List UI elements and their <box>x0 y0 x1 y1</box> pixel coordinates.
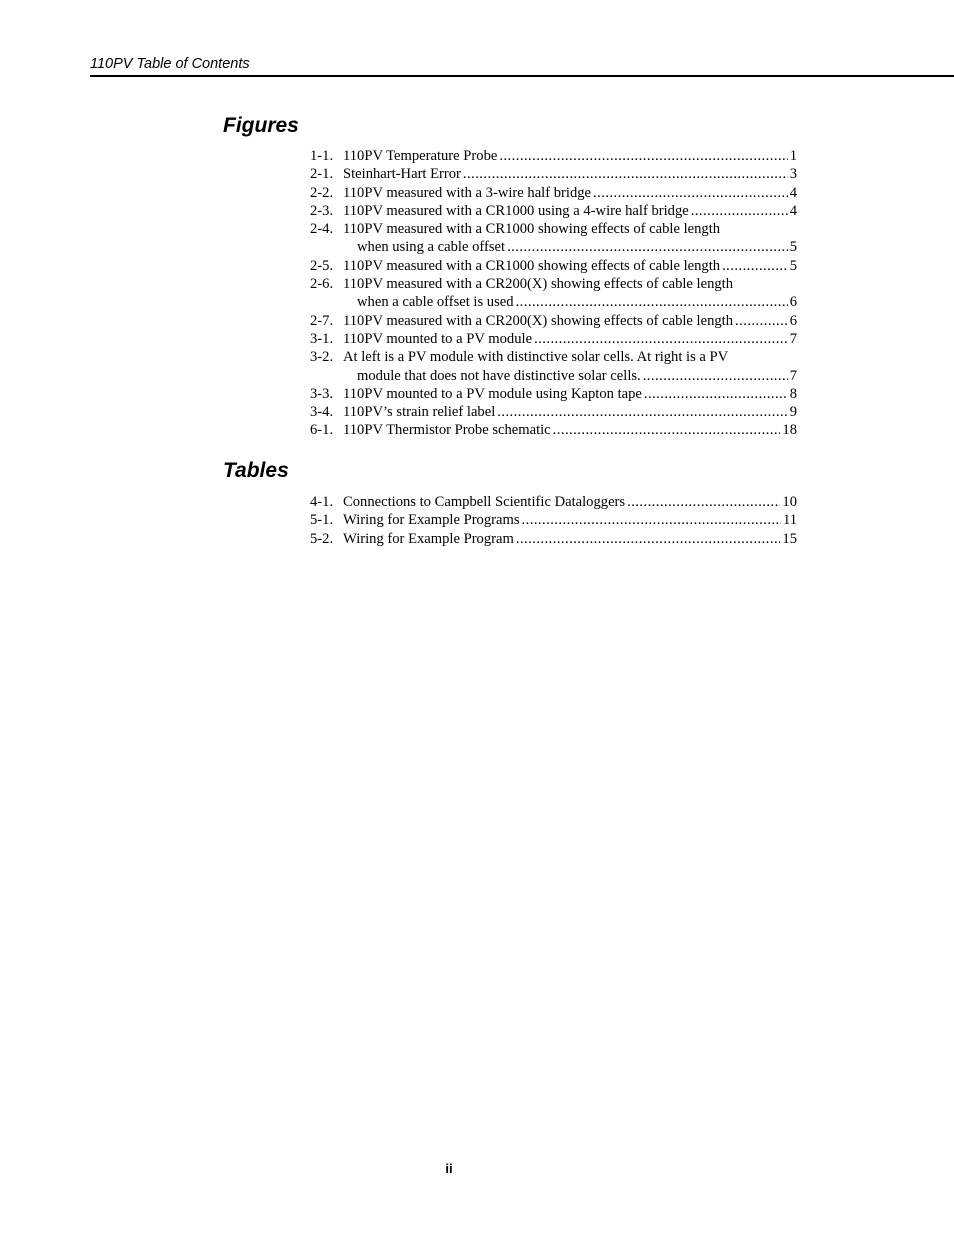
toc-entry-title: module that does not have distinctive solar cells. <box>357 367 641 384</box>
toc-entry[interactable] <box>310 202 797 220</box>
tables-list <box>310 493 797 548</box>
dot-leader <box>722 257 788 275</box>
dot-leader <box>593 184 788 202</box>
toc-line <box>310 257 797 275</box>
toc-entry-number: 2-5. <box>310 257 334 274</box>
toc-entry-number: 1-1. <box>310 148 334 164</box>
toc-line <box>310 421 797 439</box>
dot-leader <box>516 530 781 548</box>
toc-entry-title: when a cable offset is used <box>357 294 514 311</box>
toc-entry-title: when using a cable offset <box>357 239 506 256</box>
toc-entry[interactable] <box>310 312 797 330</box>
toc-entry-title: 110PV measured with a CR200(X) showing effects of cable length <box>343 312 734 329</box>
toc-entry-number: 5-1. <box>310 512 334 529</box>
toc-entry-page: 4 <box>789 184 797 201</box>
toc-entry-title: 110PV measured with a CR200(X) showing effects of cable length <box>343 276 734 293</box>
toc-line <box>310 202 797 220</box>
toc-line <box>310 493 797 511</box>
toc-entry[interactable] <box>310 421 797 439</box>
toc-entry-page: 7 <box>789 330 797 347</box>
toc-entry-page: 5 <box>789 239 797 256</box>
toc-entry[interactable] <box>310 511 797 529</box>
page-header <box>90 55 954 77</box>
toc-entry-page: 15 <box>782 530 797 547</box>
toc-entry-page: 7 <box>789 367 797 384</box>
dot-leader <box>463 165 788 183</box>
toc-entry-page: 3 <box>789 166 797 183</box>
toc-entry-page: 6 <box>789 312 797 329</box>
toc-entry-number: 2-1. <box>310 166 334 183</box>
toc-entry-title: Connections to Campbell Scientific Dataloggers <box>343 494 626 510</box>
tables-heading: Tables <box>223 459 289 482</box>
toc-entry-page: 1 <box>789 148 797 164</box>
toc-line <box>310 275 797 293</box>
toc-entry-title: 110PV Thermistor Probe schematic <box>343 422 551 439</box>
toc-entry-page: 4 <box>789 202 797 219</box>
toc-entry-title: Wiring for Example Programs <box>343 512 520 529</box>
toc-entry-title: 110PV’s strain relief label <box>343 404 496 421</box>
toc-entry-number: 2-6. <box>310 276 334 293</box>
toc-line <box>310 147 797 165</box>
toc-entry[interactable] <box>310 385 797 403</box>
dot-leader <box>627 493 780 511</box>
toc-line <box>310 220 797 238</box>
toc-entry-page: 10 <box>782 494 797 510</box>
toc-entry-number: 2-3. <box>310 202 334 219</box>
toc-line <box>310 385 797 403</box>
dot-leader <box>644 385 788 403</box>
dot-leader <box>534 330 788 348</box>
toc-entry[interactable] <box>310 165 797 183</box>
toc-entry-number: 4-1. <box>310 494 334 510</box>
toc-entry-page: 9 <box>789 404 797 421</box>
dot-leader <box>643 367 788 385</box>
dot-leader <box>507 238 788 256</box>
toc-line <box>310 367 797 385</box>
toc-line <box>310 511 797 529</box>
toc-line <box>310 184 797 202</box>
toc-line <box>310 312 797 330</box>
dot-leader <box>499 147 787 165</box>
toc-entry-page: 11 <box>782 512 797 529</box>
toc-entry-title: 110PV measured with a CR1000 showing effects of cable length <box>343 257 721 274</box>
toc-entry-number: 3-2. <box>310 349 334 366</box>
toc-entry[interactable] <box>310 257 797 275</box>
toc-line <box>310 348 797 366</box>
toc-entry[interactable] <box>310 403 797 421</box>
toc-entry[interactable] <box>310 220 797 257</box>
toc-entry-title: 110PV mounted to a PV module <box>343 330 533 347</box>
toc-line <box>310 293 797 311</box>
dot-leader <box>691 202 788 220</box>
toc-entry[interactable] <box>310 348 797 385</box>
toc-entry[interactable] <box>310 275 797 312</box>
toc-entry[interactable] <box>310 493 797 511</box>
toc-line <box>310 165 797 183</box>
toc-entry-title: Wiring for Example Program <box>343 530 514 547</box>
toc-entry-page: 8 <box>789 385 797 402</box>
dot-leader <box>735 312 788 330</box>
toc-entry-number: 3-4. <box>310 404 334 421</box>
toc-line <box>310 530 797 548</box>
toc-line <box>310 330 797 348</box>
dot-leader <box>516 293 788 311</box>
dot-leader <box>522 511 781 529</box>
toc-entry-number: 6-1. <box>310 422 334 439</box>
toc-entry-number: 3-3. <box>310 385 334 402</box>
toc-entry-title: Steinhart-Hart Error <box>343 166 461 183</box>
toc-entry-number: 2-4. <box>310 221 334 238</box>
toc-entry-page: 6 <box>789 294 797 311</box>
toc-entry-page: 18 <box>782 422 797 439</box>
toc-entry-title: At left is a PV module with distinctive solar cells. At right is a PV <box>343 349 729 366</box>
toc-entry[interactable] <box>310 184 797 202</box>
toc-entry-number: 2-7. <box>310 312 334 329</box>
figures-list <box>310 147 797 440</box>
toc-entry-title: 110PV mounted to a PV module using Kapton tape <box>343 385 642 402</box>
toc-entry-number: 3-1. <box>310 330 334 347</box>
dot-leader <box>553 421 781 439</box>
toc-entry[interactable] <box>310 330 797 348</box>
toc-entry-page: 5 <box>789 257 797 274</box>
toc-entry-title: 110PV measured with a CR1000 showing effects of cable length <box>343 221 721 238</box>
dot-leader <box>497 403 787 421</box>
toc-line <box>310 403 797 421</box>
toc-entry-number: 5-2. <box>310 530 334 547</box>
toc-entry-number: 2-2. <box>310 184 334 201</box>
page-number: ii <box>445 1161 453 1176</box>
toc-entry-title: 110PV measured with a CR1000 using a 4-wire half bridge <box>343 202 689 219</box>
toc-entry[interactable] <box>310 147 797 165</box>
toc-entry[interactable] <box>310 530 797 548</box>
toc-line <box>310 238 797 256</box>
page-header-title: 110PV Table of Contents <box>90 56 250 72</box>
toc-entry-title: 110PV Temperature Probe <box>343 148 498 164</box>
figures-heading: Figures <box>223 114 299 137</box>
toc-entry-title: 110PV measured with a 3-wire half bridge <box>343 184 592 201</box>
